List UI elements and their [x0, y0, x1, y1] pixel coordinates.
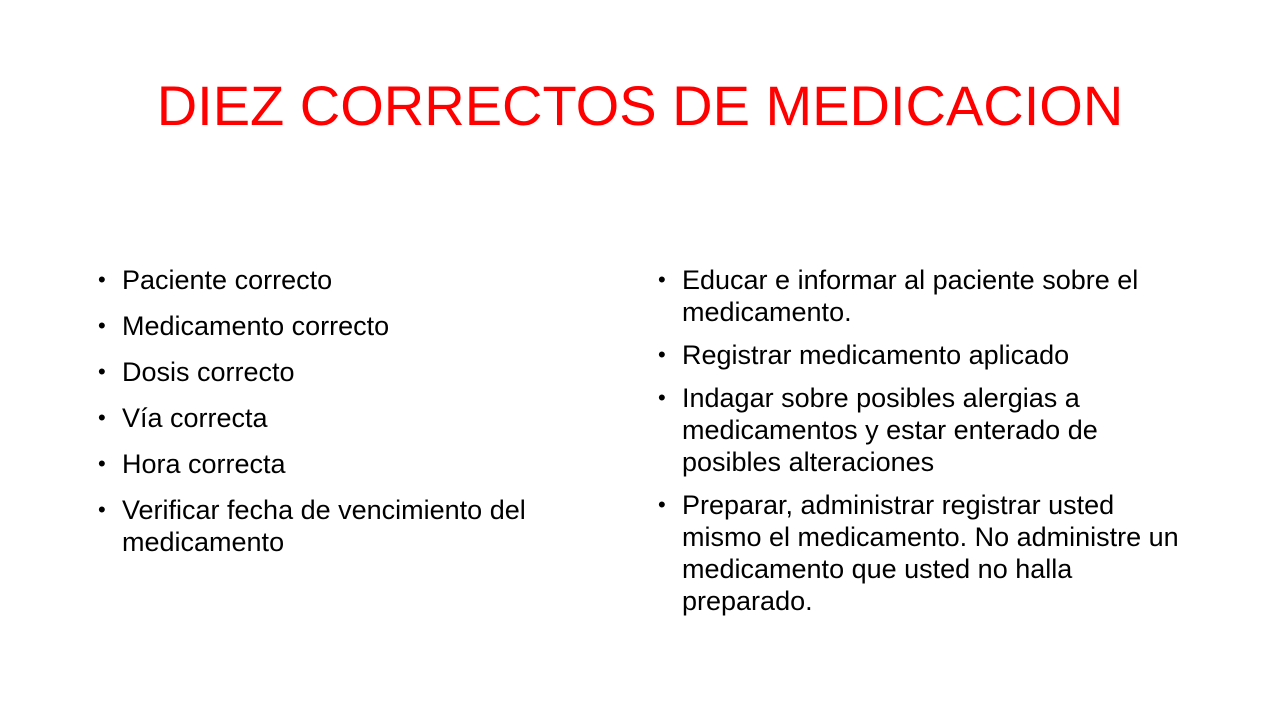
bullet-icon: • — [98, 497, 106, 522]
list-item — [98, 310, 618, 342]
bullet-icon: • — [98, 359, 106, 384]
list-item — [658, 489, 1198, 617]
bullet-icon: • — [658, 385, 666, 410]
bullet-icon: • — [98, 451, 106, 476]
list-item-text: Medicamento correcto — [122, 311, 390, 341]
list-item-text: Paciente correcto — [122, 265, 333, 295]
list-item — [98, 356, 618, 388]
bullet-icon: • — [98, 267, 106, 292]
bullet-icon: • — [98, 405, 106, 430]
bullet-icon: • — [98, 313, 106, 338]
list-item — [98, 494, 618, 558]
list-item-text: Verificar fecha de vencimiento del medicamento — [122, 495, 526, 557]
list-item — [658, 339, 1198, 371]
list-item-text: Educar e informar al paciente sobre el medicamento. — [682, 265, 1139, 327]
list-item — [98, 402, 618, 434]
bullet-icon: • — [658, 492, 666, 517]
list-item — [98, 264, 618, 296]
bullet-icon: • — [658, 267, 666, 292]
list-item-text: Indagar sobre posibles alergias a medicamentos y estar enterado de posibles alteraciones — [682, 383, 1098, 477]
list-item-text: Dosis correcto — [122, 357, 295, 387]
slide-title: DIEZ CORRECTOS DE MEDICACION — [156, 74, 1124, 137]
list-item — [658, 264, 1198, 328]
list-item — [98, 448, 618, 480]
list-item-text: Registrar medicamento aplicado — [682, 340, 1070, 370]
list-item-text: Hora correcta — [122, 449, 286, 479]
left-bullet-list — [98, 264, 618, 572]
right-bullet-list — [658, 264, 1198, 628]
list-item-text: Preparar, administrar registrar usted mismo el medicamento. No administre un medicamento que usted no halla preparado. — [682, 490, 1179, 616]
list-item-text: Vía correcta — [122, 403, 268, 433]
list-item — [658, 382, 1198, 478]
bullet-icon: • — [658, 342, 666, 367]
